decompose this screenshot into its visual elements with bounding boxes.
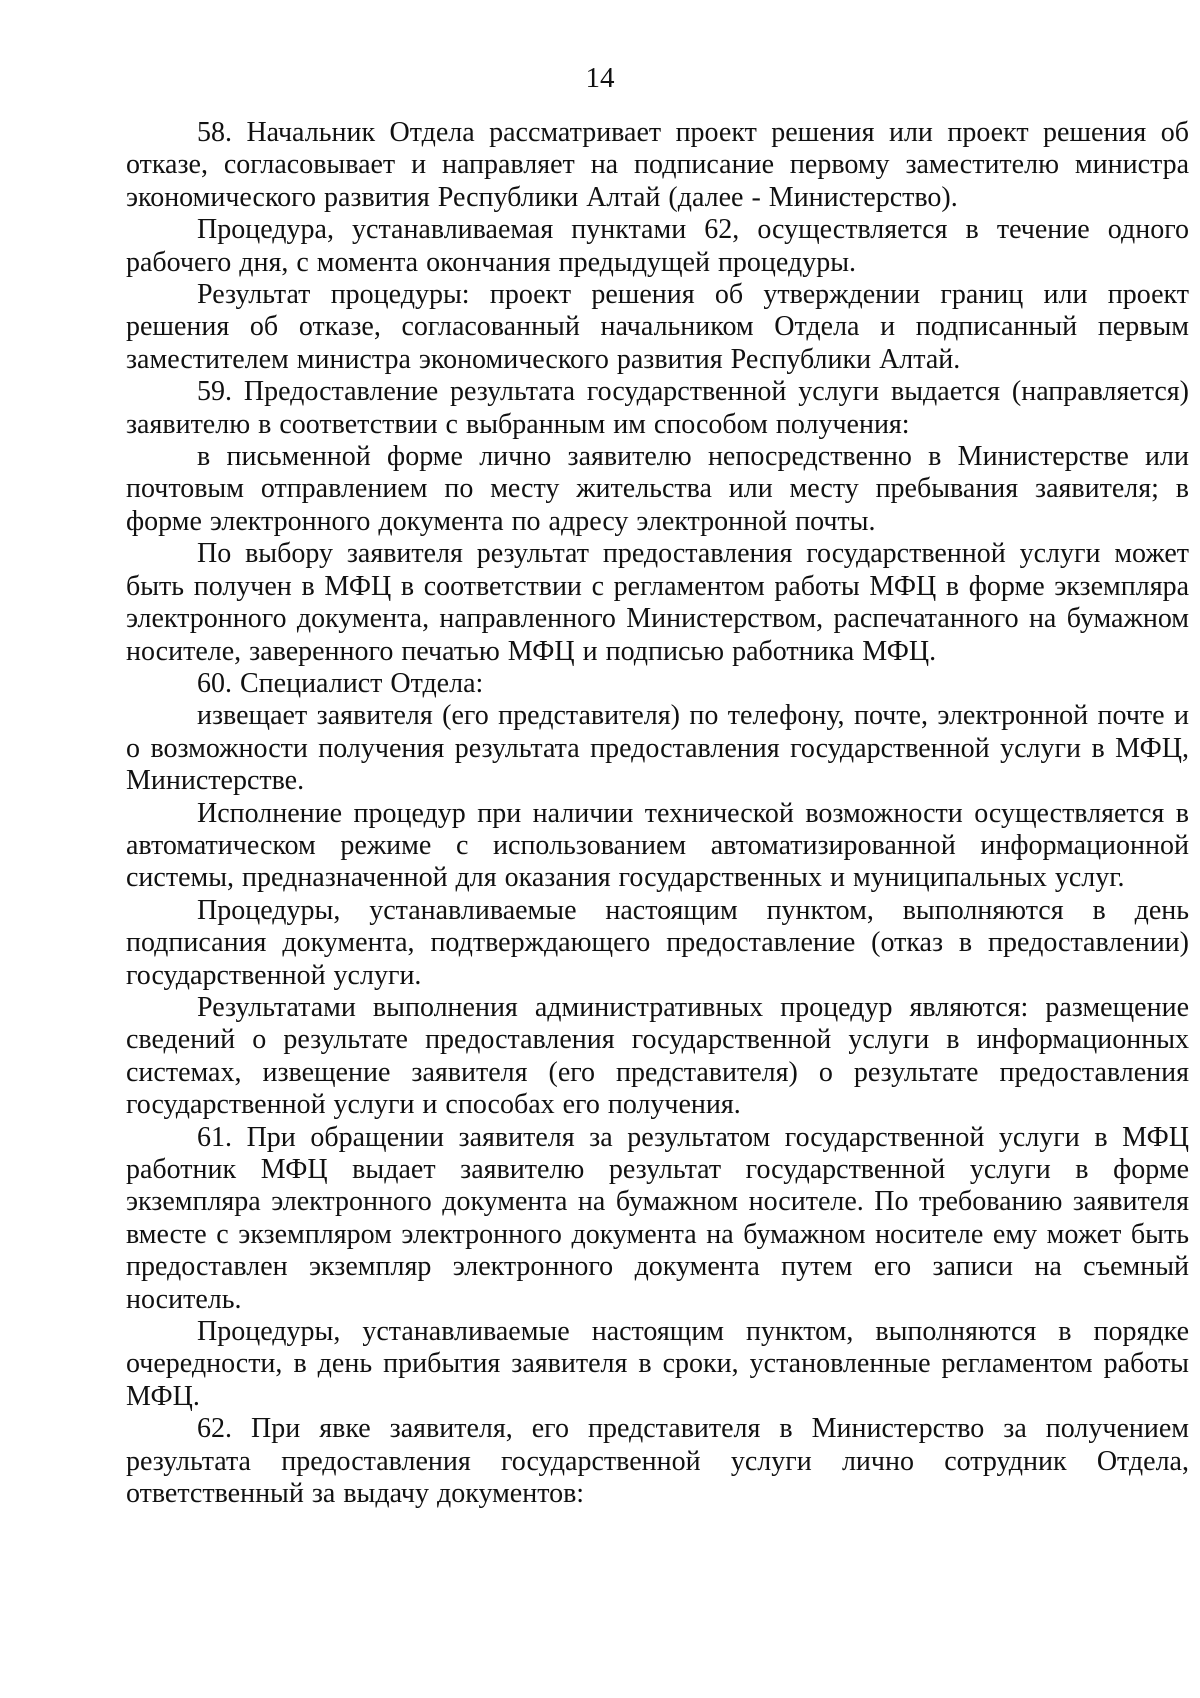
paragraph-62: 62. При явке заявителя, его представителя в Министерство за получением результата предоставления государственной услуги лично сотрудник Отдела, ответственный за выдачу документов:: [126, 1413, 1189, 1510]
paragraph-automation: Исполнение процедур при наличии технической возможности осуществляется в автоматическом режиме с использованием автоматизированной информационной системы, предназначенной для оказания государственных и муниципальных услуг.: [126, 797, 1189, 894]
paragraph-procedure-timing: Процедуры, устанавливаемые настоящим пунктом, выполняются в день подписания документа, подтверждающего предоставление (отказ в предоставлении) государственной услуги.: [126, 894, 1189, 991]
page-number: 14: [585, 62, 615, 94]
paragraph-58: 58. Начальник Отдела рассматривает проект решения или проект решения об отказе, согласовывает и направляет на подписание первому заместителю министра экономического развития Республики Алтай (далее - Министерство).: [126, 117, 1189, 213]
paragraph-procedure-duration: Процедура, устанавливаемая пунктами 62, осуществляется в течение одного рабочего дня, с момента окончания предыдущей процедуры.: [126, 214, 1189, 278]
paragraph-procedure-result: Результат процедуры: проект решения об утверждении границ или проект решения об отказе, согласованный начальником Отдела и подписанный первым заместителем министра экономического развития Республики Алтай.: [126, 279, 1189, 375]
document-body: [126, 117, 1189, 1510]
paragraph-queue-order: Процедуры, устанавливаемые настоящим пунктом, выполняются в порядке очередности, в день прибытия заявителя в сроки, установленные регламентом работы МФЦ.: [126, 1316, 1189, 1412]
paragraph-written-form: в письменной форме лично заявителю непосредственно в Министерстве или почтовым отправлением по месту жительства или месту пребывания заявителя; в форме электронного документа по адресу электронной почты.: [126, 441, 1189, 537]
paragraph-59: 59. Предоставление результата государственной услуги выдается (направляется) заявителю в соответствии с выбранным им способом получения:: [126, 376, 1189, 440]
paragraph-admin-results: Результатами выполнения административных процедур являются: размещение сведений о результате предоставления государственной услуги в информационных системах, извещение заявителя (его представителя) о результате предоставления государственной услуги и способах его получения.: [126, 991, 1189, 1121]
paragraph-60: 60. Специалист Отдела:: [197, 667, 484, 699]
paragraph-61: 61. При обращении заявителя за результатом государственной услуги в МФЦ работник МФЦ выдает заявителю результат государственной услуги в форме экземпляра электронного документа на бумажном носителе. По требованию заявителя вместе с экземпляром электронного документа на бумажном носителе ему может быть предоставлен экземпляр электронного документа путем его записи на съемный носитель.: [126, 1121, 1189, 1315]
paragraph-notify-applicant: извещает заявителя (его представителя) по телефону, почте, электронной почте и о возможности получения результата предоставления государственной услуги в МФЦ, Министерстве.: [126, 700, 1189, 797]
paragraph-mfc-option: По выбору заявителя результат предоставления государственной услуги может быть получен в МФЦ в соответствии с регламентом работы МФЦ в форме экземпляра электронного документа, направленного Министерством, распечатанного на бумажном носителе, заверенного печатью МФЦ и подписью работника МФЦ.: [126, 538, 1189, 667]
